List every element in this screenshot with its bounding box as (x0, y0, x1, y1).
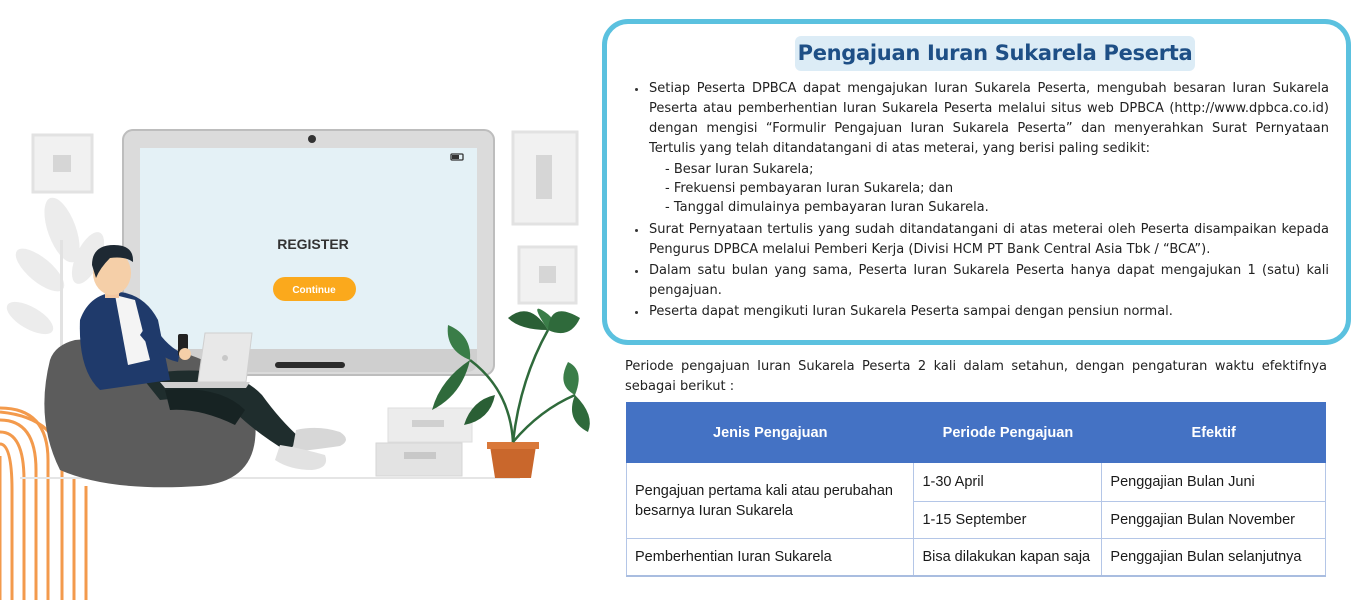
sub-item: - Tanggal dimulainya pembayaran Iuran Sukarela. (665, 200, 989, 215)
bullet-item: Setiap Peserta DPBCA dapat mengajukan Iuran Sukarela Peserta, mengubah besaran Iuran Sukarela Peserta atau pemberhentian Iuran Sukarela Peserta melalui situs web DPBCA (http://www.dpbca.co.id) dengan mengisi “Formulir Pengajuan Iuran Sukarela Peserta” dan menyerahkan Surat Pernyataan Tertulis yang telah ditandatangani di atas meterai, yang berisi paling sedikit: (631, 79, 1329, 159)
continue-label: Continue (292, 285, 336, 296)
card-title: Pengajuan Iuran Sukarela Peserta (795, 36, 1195, 71)
table-row (627, 539, 1326, 576)
cell-jenis: Pemberhentian Iuran Sukarela (627, 539, 914, 576)
storage-boxes (376, 408, 472, 476)
register-heading: REGISTER (277, 236, 349, 252)
cell-efektif: Penggajian Bulan selanjutnya (1102, 539, 1326, 576)
cell-periode: 1-30 April (914, 463, 1102, 502)
cell-periode: 1-15 September (914, 502, 1102, 539)
cell-jenis: Pengajuan pertama kali atau perubahan besarnya Iuran Sukarela (627, 463, 914, 539)
bullet-item: Dalam satu bulan yang sama, Peserta Iuran Sukarela Peserta hanya dapat mengajukan 1 (satu) kali pengajuan. (631, 261, 1329, 301)
cell-efektif: Penggajian Bulan Juni (1102, 463, 1326, 502)
sub-item: - Frekuensi pembayaran Iuran Sukarela; dan (665, 181, 954, 196)
sub-item: - Besar Iuran Sukarela; (665, 162, 814, 177)
period-description: Periode pengajuan Iuran Sukarela Peserta 2 kali dalam setahun, dengan pengaturan waktu efektifnya sebagai berikut : (625, 359, 1327, 394)
table-row (627, 463, 1326, 502)
table-header-row (627, 403, 1326, 463)
header-jenis: Jenis Pengajuan (627, 403, 914, 463)
header-efektif: Efektif (1102, 403, 1326, 463)
card-body (631, 79, 1329, 323)
schedule-table (626, 402, 1326, 577)
info-card (602, 19, 1351, 345)
header-periode: Periode Pengajuan (914, 403, 1102, 463)
cell-efektif: Penggajian Bulan November (1102, 502, 1326, 539)
bullet-item: Surat Pernyataan tertulis yang sudah ditandatangani di atas meterai oleh Peserta disampaikan kepada Pengurus DPBCA melalui Pemberi Kerja (Divisi HCM PT Bank Central Asia Tbk / “BCA”). (631, 220, 1329, 260)
bullet-item: Peserta dapat mengikuti Iuran Sukarela Peserta sampai dengan pensiun normal. (631, 302, 1329, 322)
cell-periode: Bisa dilakukan kapan saja (914, 539, 1102, 576)
register-illustration (0, 0, 600, 600)
